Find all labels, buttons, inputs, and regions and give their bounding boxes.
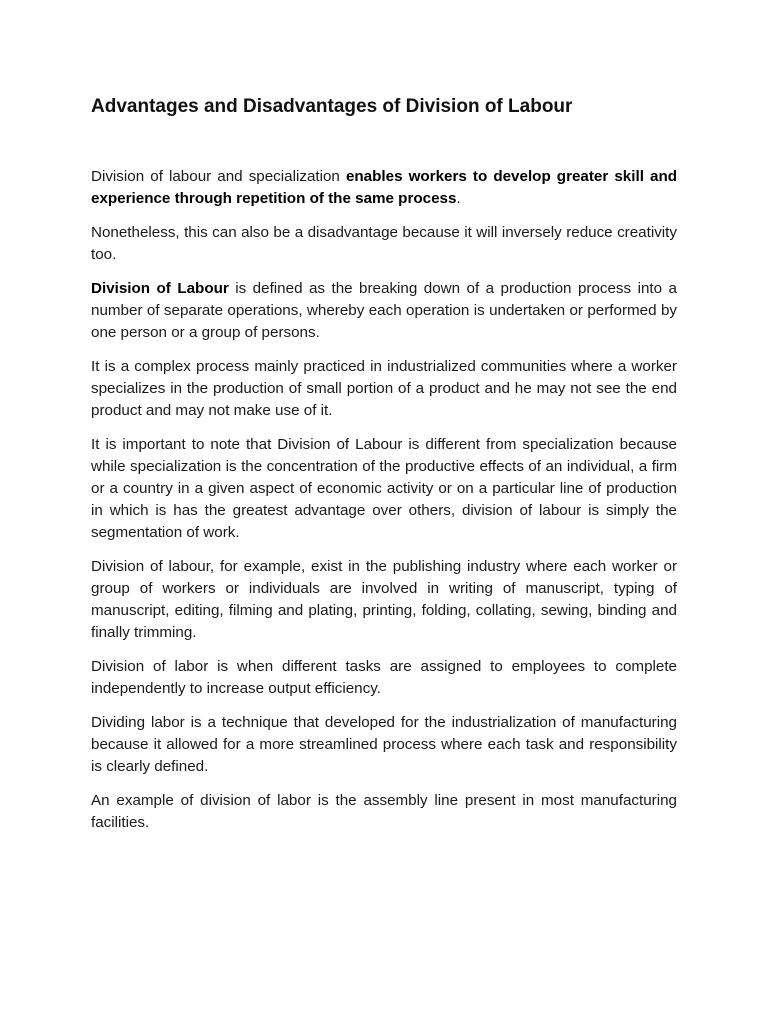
paragraph-publishing-example: Division of labour, for example, exist in the publishing industry where each worker or group of workers or individuals are involved in writing of manuscript, typing of manuscript, editing, filming and plating, printing, folding, collating, sewing, binding and finally trimming. [91,558,677,641]
paragraph-3-text: is defined as the breaking down of a production process into a number of separate operations, whereby each operation is undertaken or performed by one person or a group of persons. [91,280,677,341]
document-body [91,94,677,846]
document-title: Advantages and Disadvantages of Division of Labour [91,96,573,117]
paragraph-complex-process: It is a complex process mainly practiced in industrialized communities where a worker specializes in the production of small portion of a product and he may not see the end product and may not make use of it. [91,358,677,419]
paragraph-3-bold-term: Division of Labour [91,280,229,297]
paragraph-1-lead-text: Division of labour and specialization [91,168,346,185]
paragraph-specialization-benefit [91,166,677,210]
paragraph-disadvantage: Nonetheless, this can also be a disadvantage because it will inversely reduce creativity too. [91,224,677,263]
paragraph-1-end-text: . [456,190,461,207]
paragraph-assembly-line: An example of division of labor is the assembly line present in most manufacturing facilities. [91,792,677,831]
paragraph-industrialization: Dividing labor is a technique that developed for the industrialization of manufacturing because it allowed for a more streamlined process where each task and responsibility is clearly defined. [91,714,677,775]
paragraph-definition [91,278,677,344]
paragraph-task-assignment: Division of labor is when different tasks are assigned to employees to complete independently to increase output efficiency. [91,658,677,697]
paragraph-1-bold-text: enables workers to develop greater skill and experience through repetition of the same process [91,168,677,207]
paragraph-specialization-difference: It is important to note that Division of Labour is different from specialization because while specialization is the concentration of the productive effects of an individual, a firm or a country in a given aspect of economic activity or on a particular line of production in which is has the greatest advantage over others, division of labour is simply the segmentation of work. [91,436,677,541]
